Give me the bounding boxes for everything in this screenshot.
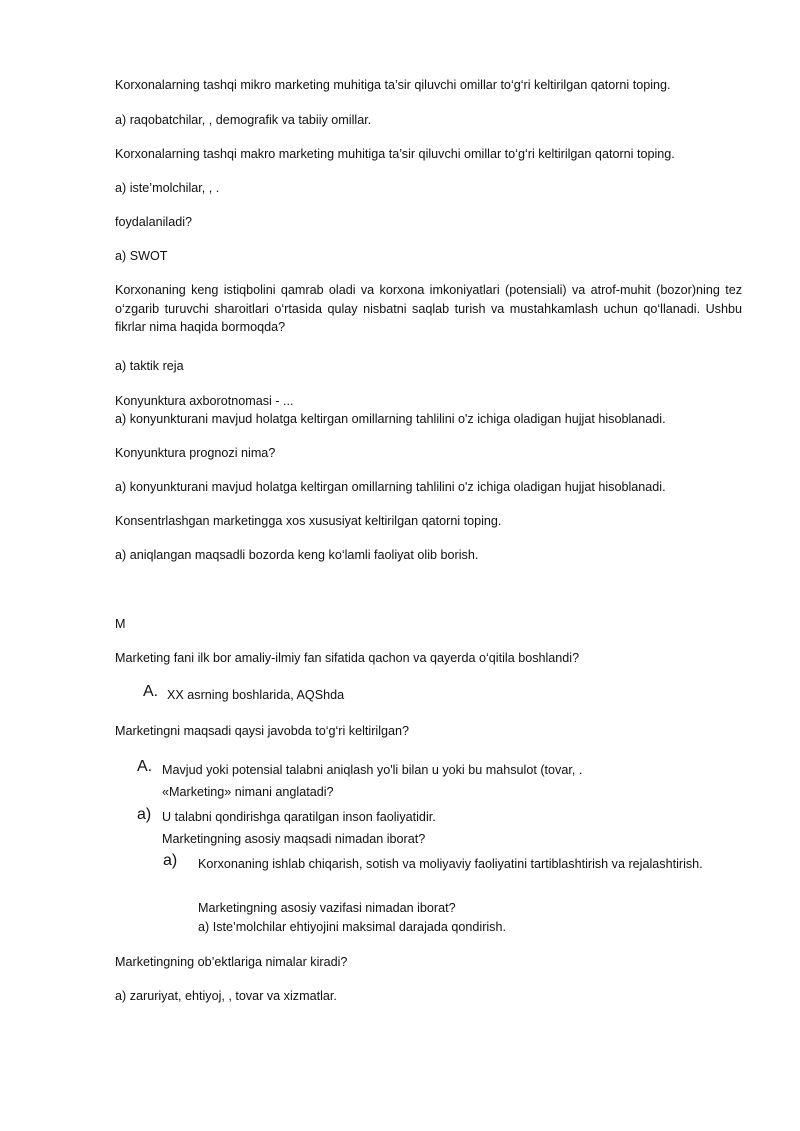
question-7: Konsentrlashgan marketingga xos xususiyat keltirilgan qatorni toping.	[115, 514, 502, 528]
answer-5: a) konyunkturani mavjud holatga keltirgan omillarning tahlilini o'z ichiga oladigan hujjat hisoblanadi.	[115, 412, 666, 426]
question-12: Marketingning ob’ektlariga nimalar kiradi?	[115, 955, 348, 969]
section-letter: M	[115, 617, 126, 631]
answer-3: a) SWOT	[115, 249, 168, 263]
answer-11-text: Korxonaning ishlab chiqarish, sotish va moliyaviy faoliyatini tartiblashtirish va rejalashtirish.	[198, 857, 703, 871]
answer-9-line-1: Mavjud yoki potensial talabni aniqlash yo'li bilan u yoki bu mahsulot (tovar, .	[162, 763, 583, 777]
answer-11-line-3: a) Iste’molchilar ehtiyojini maksimal darajada qondirish.	[198, 920, 506, 934]
list-marker: A.	[137, 758, 153, 775]
answer-9-line-2: «Marketing» nimani anglatadi?	[162, 785, 334, 799]
question-3: foydalaniladi?	[115, 215, 193, 229]
answer-6: a) konyunkturani mavjud holatga keltirgan omillarning tahlilini o'z ichiga oladigan hujjat hisoblanadi.	[115, 480, 666, 494]
answer-2: a) iste’molchilar, , .	[115, 181, 220, 195]
answer-8: XX asrning boshlarida, AQShda	[167, 688, 345, 702]
answer-10-line-2: Marketingning asosiy maqsadi nimadan iborat?	[162, 832, 426, 846]
question-9: Marketingni maqsadi qaysi javobda to‘g‘ri keltirilgan?	[115, 724, 410, 738]
answer-7: a) aniqlangan maqsadli bozorda keng ko‘lamli faoliyat olib borish.	[115, 548, 479, 562]
answer-1: a) raqobatchilar, , demografik va tabiiy omillar.	[115, 113, 372, 127]
list-marker: A.	[143, 683, 159, 700]
list-marker: a)	[137, 806, 152, 823]
answer-4: a) taktik reja	[115, 359, 184, 373]
question-2: Korxonalarning tashqi makro marketing muhitiga ta’sir qiluvchi omillar to‘g‘ri keltirilgan qatorni toping.	[115, 147, 675, 161]
question-1: Korxonalarning tashqi mikro marketing muhitiga ta’sir qiluvchi omillar to‘g‘ri keltirilgan qatorni toping.	[115, 78, 671, 92]
answer-12: a) zaruriyat, ehtiyoj, , tovar va xizmatlar.	[115, 989, 337, 1003]
answer-10-line-1: U talabni qondirishga qaratilgan inson faoliyatidir.	[162, 810, 436, 824]
question-4: Korxonaning keng istiqbolini qamrab oladi va korxona imkoniyatlari (potensiali) va atrof-muhit (bozor)ning tez o‘zgarib turuvchi sharoitlari o‘rtasida qulay nisbatni saqlab turish va mustahkamlash uchun qo‘llanadi. Ushbu fikrlar nima haqida bormoqda?	[115, 283, 742, 334]
answer-11-line-2: Marketingning asosiy vazifasi nimadan iborat?	[198, 901, 456, 915]
question-6: Konyunktura prognozi nima?	[115, 446, 276, 460]
list-marker: a)	[163, 852, 178, 869]
question-5: Konyunktura axborotnomasi - ...	[115, 394, 294, 408]
question-8: Marketing fani ilk bor amaliy-ilmiy fan sifatida qachon va qayerda o‘qitila boshlandi?	[115, 651, 580, 665]
